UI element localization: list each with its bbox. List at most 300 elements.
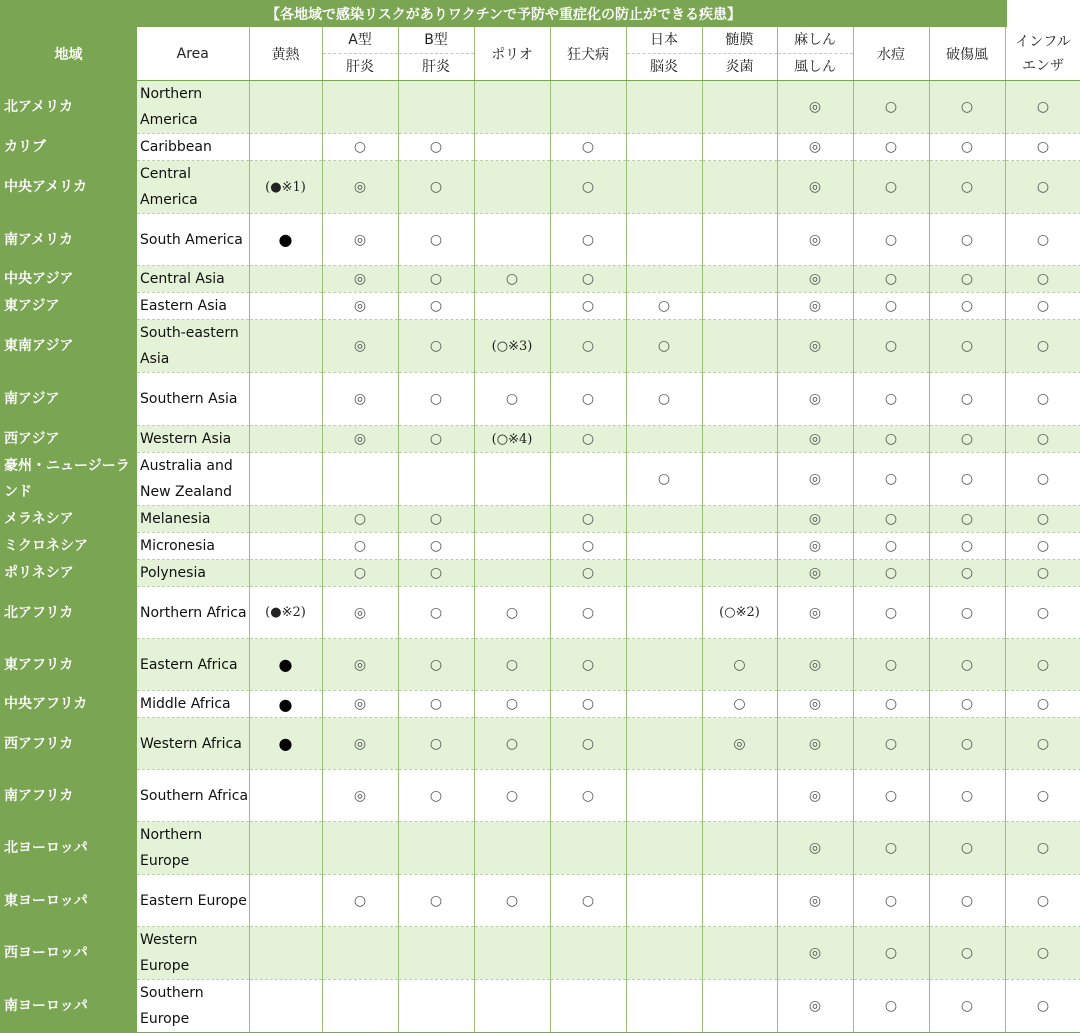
cell-tetanus: ○ <box>929 81 1005 134</box>
cell-polio <box>474 822 550 875</box>
cell-yellow-fever <box>249 533 322 560</box>
cell-rabies: ○ <box>550 639 626 691</box>
cell-measles-rubella: ◎ <box>777 560 853 587</box>
cell-meningococcal <box>702 506 777 533</box>
cell-yellow-fever <box>249 560 322 587</box>
cell-hepatitis-b: ○ <box>398 533 474 560</box>
cell-hepatitis-a <box>322 822 398 875</box>
cell-varicella: ○ <box>853 426 929 453</box>
table-row <box>0 533 1080 560</box>
header-rabies: 狂犬病 <box>550 27 626 81</box>
cell-tetanus: ○ <box>929 980 1005 1033</box>
cell-yellow-fever <box>249 506 322 533</box>
cell-tetanus: ○ <box>929 320 1005 373</box>
cell-varicella: ○ <box>853 718 929 770</box>
cell-influenza: ○ <box>1005 293 1080 320</box>
cell-tetanus: ○ <box>929 875 1005 927</box>
area-label: Southern Asia <box>137 373 249 426</box>
header-je-top: 日本 <box>627 27 702 54</box>
area-label: Western Africa <box>137 718 249 770</box>
header-polio: ポリオ <box>474 27 550 81</box>
cell-japanese-encephalitis <box>626 691 702 718</box>
cell-tetanus: ○ <box>929 214 1005 266</box>
header-hepatitis-a-bottom: 肝炎 <box>323 54 398 80</box>
area-label: Southern Africa <box>137 770 249 822</box>
cell-influenza: ○ <box>1005 426 1080 453</box>
table-row <box>0 81 1080 134</box>
cell-japanese-encephalitis <box>626 587 702 639</box>
cell-polio <box>474 161 550 214</box>
region-label: 南ヨーロッパ <box>0 980 137 1033</box>
table-row <box>0 293 1080 320</box>
cell-polio <box>474 134 550 161</box>
header-hepatitis-a-top: A型 <box>323 27 398 54</box>
cell-japanese-encephalitis <box>626 770 702 822</box>
cell-polio <box>474 293 550 320</box>
cell-rabies: ○ <box>550 770 626 822</box>
cell-meningococcal: ○ <box>702 691 777 718</box>
table-row <box>0 214 1080 266</box>
table-row <box>0 506 1080 533</box>
region-label: 東アフリカ <box>0 639 137 691</box>
cell-hepatitis-a: ○ <box>322 134 398 161</box>
cell-rabies: ○ <box>550 533 626 560</box>
cell-tetanus: ○ <box>929 822 1005 875</box>
cell-varicella: ○ <box>853 214 929 266</box>
cell-varicella: ○ <box>853 161 929 214</box>
cell-influenza: ○ <box>1005 560 1080 587</box>
cell-polio <box>474 927 550 980</box>
cell-hepatitis-b: ○ <box>398 506 474 533</box>
cell-influenza: ○ <box>1005 506 1080 533</box>
cell-varicella: ○ <box>853 691 929 718</box>
cell-tetanus: ○ <box>929 718 1005 770</box>
table-row <box>0 453 1080 506</box>
cell-meningococcal: ○ <box>702 639 777 691</box>
region-label: 南アジア <box>0 373 137 426</box>
cell-hepatitis-b: ○ <box>398 587 474 639</box>
header-hepatitis-b-bottom: 肝炎 <box>399 54 474 80</box>
cell-measles-rubella: ◎ <box>777 293 853 320</box>
cell-rabies: ○ <box>550 134 626 161</box>
cell-hepatitis-a <box>322 453 398 506</box>
cell-polio <box>474 560 550 587</box>
cell-rabies <box>550 453 626 506</box>
cell-meningococcal <box>702 453 777 506</box>
cell-hepatitis-b: ○ <box>398 161 474 214</box>
cell-meningococcal <box>702 980 777 1033</box>
cell-polio: ○ <box>474 373 550 426</box>
region-label: ポリネシア <box>0 560 137 587</box>
cell-varicella: ○ <box>853 134 929 161</box>
cell-tetanus: ○ <box>929 639 1005 691</box>
cell-tetanus: ○ <box>929 506 1005 533</box>
cell-meningococcal <box>702 134 777 161</box>
cell-tetanus: ○ <box>929 293 1005 320</box>
cell-hepatitis-a: ◎ <box>322 587 398 639</box>
area-label: South-eastern Asia <box>137 320 249 373</box>
cell-polio: ○ <box>474 639 550 691</box>
area-label: Melanesia <box>137 506 249 533</box>
cell-influenza: ○ <box>1005 770 1080 822</box>
header-row <box>0 27 1080 81</box>
cell-measles-rubella: ◎ <box>777 980 853 1033</box>
cell-yellow-fever <box>249 373 322 426</box>
cell-japanese-encephalitis: ○ <box>626 293 702 320</box>
area-label: Eastern Europe <box>137 875 249 927</box>
cell-measles-rubella: ◎ <box>777 822 853 875</box>
table-row <box>0 639 1080 691</box>
cell-tetanus: ○ <box>929 560 1005 587</box>
cell-polio: ○ <box>474 875 550 927</box>
table-row <box>0 718 1080 770</box>
area-label: Western Asia <box>137 426 249 453</box>
cell-yellow-fever: ● <box>249 718 322 770</box>
cell-varicella: ○ <box>853 373 929 426</box>
cell-varicella: ○ <box>853 560 929 587</box>
cell-japanese-encephalitis <box>626 506 702 533</box>
cell-hepatitis-a <box>322 927 398 980</box>
cell-influenza: ○ <box>1005 81 1080 134</box>
cell-meningococcal <box>702 927 777 980</box>
table-row <box>0 980 1080 1033</box>
cell-rabies <box>550 980 626 1033</box>
cell-hepatitis-a: ◎ <box>322 718 398 770</box>
header-japanese-encephalitis <box>626 27 702 81</box>
table-row <box>0 822 1080 875</box>
header-flu-bottom: エンザ <box>1006 54 1080 78</box>
region-label: 北ヨーロッパ <box>0 822 137 875</box>
cell-measles-rubella: ◎ <box>777 81 853 134</box>
cell-hepatitis-a: ◎ <box>322 214 398 266</box>
header-hepatitis-a <box>322 27 398 81</box>
cell-rabies: ○ <box>550 373 626 426</box>
cell-japanese-encephalitis <box>626 426 702 453</box>
cell-meningococcal: ◎ <box>702 718 777 770</box>
cell-hepatitis-b: ○ <box>398 875 474 927</box>
header-region: 地域 <box>0 27 137 81</box>
cell-japanese-encephalitis <box>626 266 702 293</box>
cell-japanese-encephalitis <box>626 875 702 927</box>
cell-yellow-fever: ● <box>249 639 322 691</box>
cell-rabies: ○ <box>550 506 626 533</box>
cell-hepatitis-b: ○ <box>398 770 474 822</box>
region-label: 中央アジア <box>0 266 137 293</box>
table-row <box>0 161 1080 214</box>
region-label: カリブ <box>0 134 137 161</box>
cell-varicella: ○ <box>853 980 929 1033</box>
cell-influenza: ○ <box>1005 161 1080 214</box>
cell-varicella: ○ <box>853 822 929 875</box>
cell-japanese-encephalitis <box>626 560 702 587</box>
cell-japanese-encephalitis <box>626 718 702 770</box>
cell-hepatitis-b <box>398 980 474 1033</box>
cell-influenza: ○ <box>1005 453 1080 506</box>
cell-polio: ○ <box>474 691 550 718</box>
cell-hepatitis-b <box>398 822 474 875</box>
cell-hepatitis-a: ◎ <box>322 691 398 718</box>
cell-hepatitis-b: ○ <box>398 293 474 320</box>
cell-meningococcal <box>702 426 777 453</box>
cell-polio: ○ <box>474 718 550 770</box>
header-varicella: 水痘 <box>853 27 929 81</box>
region-label: 中央アフリカ <box>0 691 137 718</box>
cell-polio <box>474 980 550 1033</box>
cell-tetanus: ○ <box>929 533 1005 560</box>
cell-japanese-encephalitis <box>626 134 702 161</box>
cell-hepatitis-b: ○ <box>398 373 474 426</box>
cell-japanese-encephalitis <box>626 639 702 691</box>
cell-polio <box>474 506 550 533</box>
cell-polio: (○※4) <box>474 426 550 453</box>
table-row <box>0 560 1080 587</box>
cell-varicella: ○ <box>853 266 929 293</box>
cell-yellow-fever <box>249 134 322 161</box>
cell-measles-rubella: ◎ <box>777 927 853 980</box>
cell-hepatitis-a: ○ <box>322 560 398 587</box>
cell-influenza: ○ <box>1005 875 1080 927</box>
cell-meningococcal <box>702 822 777 875</box>
cell-tetanus: ○ <box>929 373 1005 426</box>
cell-varicella: ○ <box>853 927 929 980</box>
region-label: 西アジア <box>0 426 137 453</box>
region-label: 西ヨーロッパ <box>0 927 137 980</box>
cell-hepatitis-b: ○ <box>398 639 474 691</box>
header-meningococcal <box>702 27 777 81</box>
header-hepatitis-b <box>398 27 474 81</box>
cell-yellow-fever <box>249 770 322 822</box>
cell-hepatitis-a: ◎ <box>322 320 398 373</box>
header-tetanus: 破傷風 <box>929 27 1005 81</box>
table-row <box>0 134 1080 161</box>
cell-yellow-fever: ● <box>249 214 322 266</box>
cell-japanese-encephalitis: ○ <box>626 453 702 506</box>
cell-hepatitis-a <box>322 980 398 1033</box>
cell-rabies: ○ <box>550 161 626 214</box>
cell-tetanus: ○ <box>929 266 1005 293</box>
cell-meningococcal <box>702 293 777 320</box>
cell-japanese-encephalitis <box>626 533 702 560</box>
cell-varicella: ○ <box>853 453 929 506</box>
cell-japanese-encephalitis <box>626 927 702 980</box>
cell-meningococcal <box>702 770 777 822</box>
header-mening-bottom: 炎菌 <box>703 54 777 80</box>
cell-measles-rubella: ◎ <box>777 453 853 506</box>
cell-yellow-fever <box>249 980 322 1033</box>
cell-meningococcal: (○※2) <box>702 587 777 639</box>
cell-meningococcal <box>702 161 777 214</box>
table-row <box>0 426 1080 453</box>
cell-yellow-fever: (●※2) <box>249 587 322 639</box>
area-label: Australia and New Zealand <box>137 453 249 506</box>
region-label: 北アメリカ <box>0 81 137 134</box>
cell-influenza: ○ <box>1005 927 1080 980</box>
cell-japanese-encephalitis <box>626 81 702 134</box>
cell-measles-rubella: ◎ <box>777 320 853 373</box>
header-yellow-fever: 黄熱 <box>249 27 322 81</box>
cell-measles-rubella: ◎ <box>777 875 853 927</box>
area-label: Central America <box>137 161 249 214</box>
cell-measles-rubella: ◎ <box>777 533 853 560</box>
cell-hepatitis-a: ◎ <box>322 426 398 453</box>
cell-hepatitis-b: ○ <box>398 426 474 453</box>
cell-measles-rubella: ◎ <box>777 639 853 691</box>
area-label: South America <box>137 214 249 266</box>
cell-polio <box>474 214 550 266</box>
cell-yellow-fever <box>249 266 322 293</box>
cell-yellow-fever <box>249 453 322 506</box>
cell-rabies <box>550 81 626 134</box>
cell-hepatitis-a: ○ <box>322 506 398 533</box>
area-label: Middle Africa <box>137 691 249 718</box>
cell-influenza: ○ <box>1005 718 1080 770</box>
cell-yellow-fever: ● <box>249 691 322 718</box>
table-row <box>0 927 1080 980</box>
cell-varicella: ○ <box>853 639 929 691</box>
header-hepatitis-b-top: B型 <box>399 27 474 54</box>
cell-measles-rubella: ◎ <box>777 214 853 266</box>
cell-varicella: ○ <box>853 587 929 639</box>
cell-rabies: ○ <box>550 691 626 718</box>
cell-measles-rubella: ◎ <box>777 506 853 533</box>
cell-varicella: ○ <box>853 533 929 560</box>
cell-hepatitis-a: ◎ <box>322 293 398 320</box>
cell-hepatitis-b: ○ <box>398 560 474 587</box>
region-label: 東ヨーロッパ <box>0 875 137 927</box>
cell-japanese-encephalitis: ○ <box>626 373 702 426</box>
cell-polio <box>474 533 550 560</box>
cell-tetanus: ○ <box>929 453 1005 506</box>
cell-measles-rubella: ◎ <box>777 587 853 639</box>
cell-meningococcal <box>702 81 777 134</box>
cell-varicella: ○ <box>853 320 929 373</box>
cell-hepatitis-a: ◎ <box>322 770 398 822</box>
cell-varicella: ○ <box>853 81 929 134</box>
cell-measles-rubella: ◎ <box>777 373 853 426</box>
region-label: 東アジア <box>0 293 137 320</box>
cell-japanese-encephalitis: ○ <box>626 320 702 373</box>
cell-measles-rubella: ◎ <box>777 770 853 822</box>
cell-rabies: ○ <box>550 560 626 587</box>
cell-varicella: ○ <box>853 293 929 320</box>
area-label: Micronesia <box>137 533 249 560</box>
cell-tetanus: ○ <box>929 134 1005 161</box>
cell-meningococcal <box>702 875 777 927</box>
cell-japanese-encephalitis <box>626 980 702 1033</box>
table-row <box>0 587 1080 639</box>
cell-yellow-fever <box>249 822 322 875</box>
table-row <box>0 266 1080 293</box>
cell-measles-rubella: ◎ <box>777 718 853 770</box>
cell-hepatitis-b <box>398 927 474 980</box>
cell-tetanus: ○ <box>929 161 1005 214</box>
cell-yellow-fever <box>249 81 322 134</box>
cell-varicella: ○ <box>853 770 929 822</box>
cell-yellow-fever <box>249 320 322 373</box>
area-label: Northern America <box>137 81 249 134</box>
region-label: ミクロネシア <box>0 533 137 560</box>
cell-meningococcal <box>702 266 777 293</box>
area-label: Northern Europe <box>137 822 249 875</box>
cell-polio <box>474 453 550 506</box>
cell-tetanus: ○ <box>929 426 1005 453</box>
cell-meningococcal <box>702 320 777 373</box>
cell-tetanus: ○ <box>929 927 1005 980</box>
header-mening-top: 髄膜 <box>703 27 777 54</box>
header-mr-bottom: 風しん <box>778 54 853 80</box>
cell-hepatitis-b: ○ <box>398 266 474 293</box>
cell-polio: ○ <box>474 770 550 822</box>
header-measles-rubella <box>777 27 853 81</box>
cell-rabies <box>550 927 626 980</box>
cell-influenza: ○ <box>1005 822 1080 875</box>
cell-measles-rubella: ◎ <box>777 134 853 161</box>
region-label: 東南アジア <box>0 320 137 373</box>
region-label: 豪州・ニュージーランド <box>0 453 137 506</box>
cell-hepatitis-a: ○ <box>322 875 398 927</box>
cell-meningococcal <box>702 373 777 426</box>
cell-japanese-encephalitis <box>626 214 702 266</box>
cell-tetanus: ○ <box>929 587 1005 639</box>
cell-rabies: ○ <box>550 718 626 770</box>
cell-polio: (○※3) <box>474 320 550 373</box>
cell-hepatitis-a: ◎ <box>322 373 398 426</box>
cell-japanese-encephalitis <box>626 161 702 214</box>
cell-polio <box>474 81 550 134</box>
cell-measles-rubella: ◎ <box>777 266 853 293</box>
cell-measles-rubella: ◎ <box>777 691 853 718</box>
cell-rabies: ○ <box>550 214 626 266</box>
cell-rabies: ○ <box>550 587 626 639</box>
header-mr-top: 麻しん <box>778 27 853 54</box>
cell-influenza: ○ <box>1005 134 1080 161</box>
area-label: Eastern Asia <box>137 293 249 320</box>
cell-influenza: ○ <box>1005 373 1080 426</box>
table-title: 【各地域で感染リスクがありワクチンで予防や重症化の防止ができる疾患】 <box>0 0 1007 27</box>
cell-meningococcal <box>702 560 777 587</box>
cell-hepatitis-a: ○ <box>322 533 398 560</box>
cell-hepatitis-a: ◎ <box>322 266 398 293</box>
cell-varicella: ○ <box>853 506 929 533</box>
cell-hepatitis-a: ◎ <box>322 639 398 691</box>
cell-hepatitis-b: ○ <box>398 718 474 770</box>
cell-measles-rubella: ◎ <box>777 426 853 453</box>
cell-influenza: ○ <box>1005 980 1080 1033</box>
cell-rabies: ○ <box>550 426 626 453</box>
cell-polio: ○ <box>474 266 550 293</box>
vaccine-table <box>0 27 1080 1033</box>
region-label: 北アフリカ <box>0 587 137 639</box>
area-label: Central Asia <box>137 266 249 293</box>
cell-tetanus: ○ <box>929 691 1005 718</box>
area-label: Southern Europe <box>137 980 249 1033</box>
cell-influenza: ○ <box>1005 587 1080 639</box>
area-label: Caribbean <box>137 134 249 161</box>
cell-tetanus: ○ <box>929 770 1005 822</box>
area-label: Polynesia <box>137 560 249 587</box>
area-label: Northern Africa <box>137 587 249 639</box>
region-label: 西アフリカ <box>0 718 137 770</box>
cell-yellow-fever <box>249 293 322 320</box>
cell-rabies: ○ <box>550 320 626 373</box>
cell-yellow-fever <box>249 426 322 453</box>
cell-rabies: ○ <box>550 293 626 320</box>
cell-influenza: ○ <box>1005 533 1080 560</box>
cell-influenza: ○ <box>1005 639 1080 691</box>
cell-hepatitis-b: ○ <box>398 214 474 266</box>
cell-rabies: ○ <box>550 875 626 927</box>
cell-hepatitis-a <box>322 81 398 134</box>
